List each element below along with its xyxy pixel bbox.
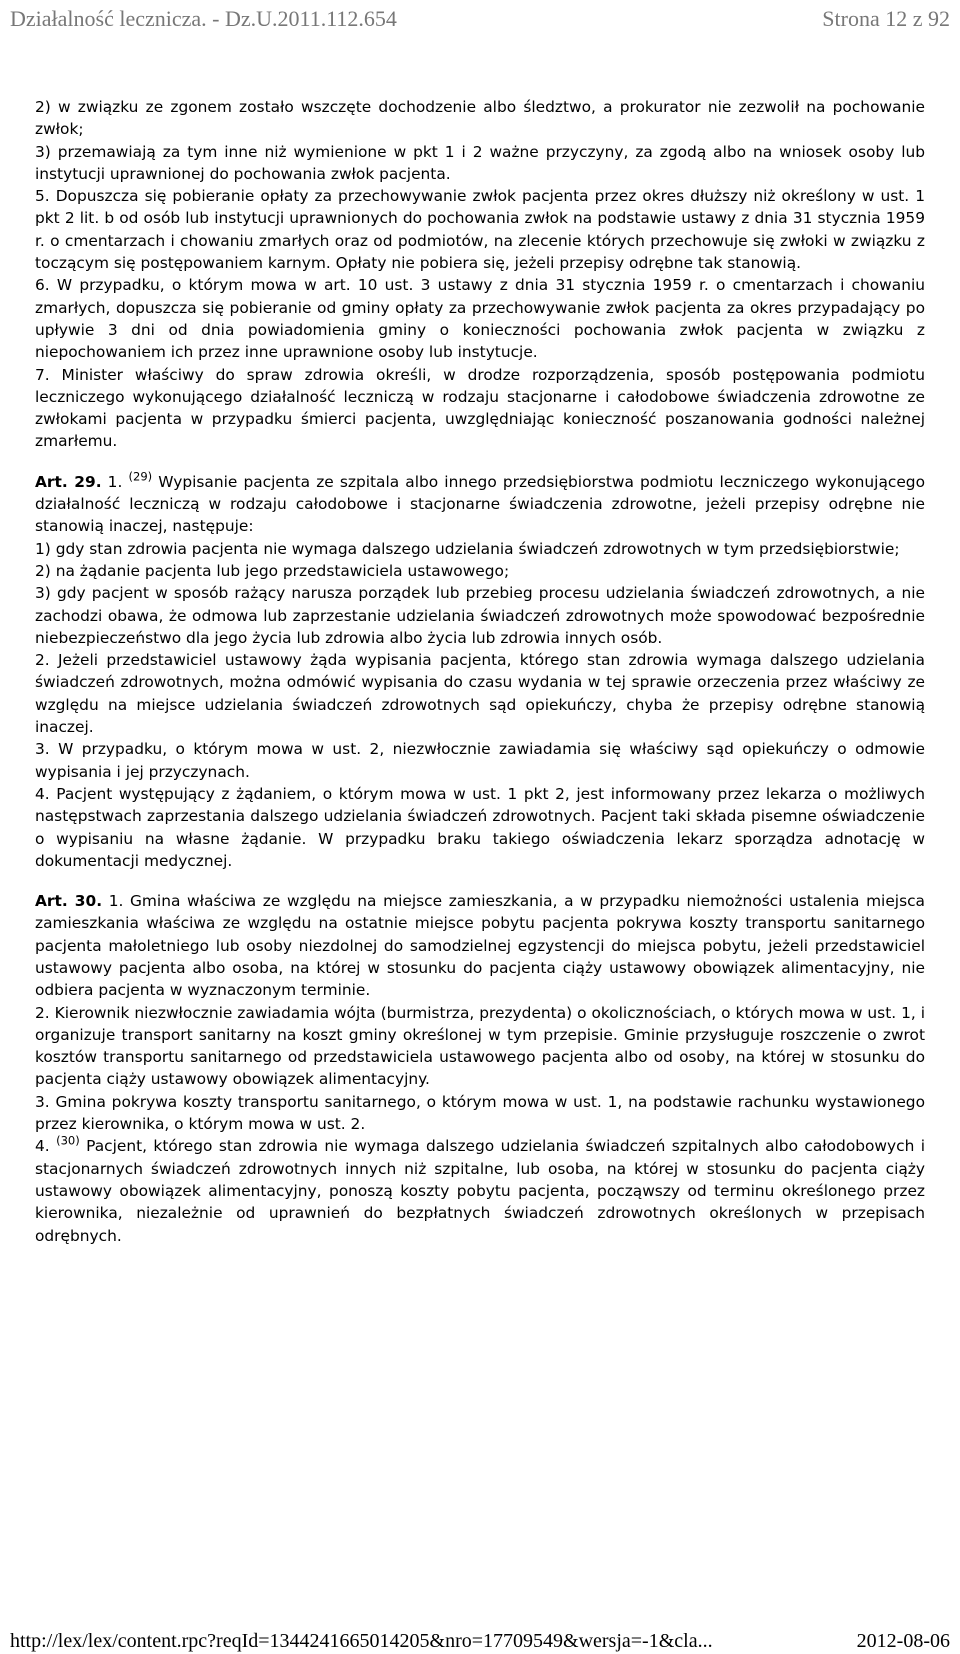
article-30-text: 1. Gmina właściwa ze względu na miejsce zamieszkania, a w przypadku niemożności ustalenia miejsca zamieszkania właściwa ze względu na ostatnie miejsce pobytu pacjenta pokrywa koszty transportu sanitarnego pacjenta małoletniego lub osoby niezdolnej do samodzielnej egzystencji do miejsca pobytu, jeżeli przedstawiciel ustawowy pacjenta albo osoba, na której w stosunku do pacjenta ciąży ustawowy obowiązek alimentacyjny, nie odbiera pacjenta w wyznaczonym terminie. [35, 892, 930, 1000]
article-29-number: 1. [101, 472, 129, 491]
article-29-ust-4: 4. Pacjent występujący z żądaniem, o którym mowa w ust. 1 pkt 2, jest informowany przez lekarza o możliwych następstwach zaprzestania dalszego udzielania świadczeń zdrowotnych. Pacjent taki składa pisemne oświadczenie o wypisaniu na własne żądanie. W przypadku braku takiego oświadczenia lekarz sporządza adnotację w dokumentacji medycznej. [35, 784, 930, 870]
spacer [35, 872, 925, 890]
article-29-ust-2: 2. Jeżeli przedstawiciel ustawowy żąda wypisania pacjenta, którego stan zdrowia wymaga dalszego udzielania świadczeń zdrowotnych, można odmówić wypisania do czasu wydania w tej sprawie orzeczenia przez właściwy ze względu na miejsce udzielania świadczeń zdrowotnych sąd opiekuńczy, chyba że przepisy odrębne stanowią inaczej. [35, 651, 930, 737]
article-30-intro [35, 890, 930, 1001]
document-title: Działalność lecznicza. - Dz.U.2011.112.654 [10, 6, 397, 31]
paragraph-ust-5: 5. Dopuszcza się pobieranie opłaty za przechowywanie zwłok pacjenta przez okres dłuższy niż określony w ust. 1 pkt 2 lit. b od osób lub instytucji uprawnionych do pochowania zwłok na podstawie ustawy z dnia 31 stycznia 1959 r. o cmentarzach i chowaniu zmarłych oraz od podmiotów, na zlecenie których przechowuje się zwłoki w związku z toczącym się postępowaniem karnym. Opłaty nie pobiera się, jeżeli przepisy odrębne tak stanowią. [35, 187, 930, 273]
article-29-intro [35, 469, 930, 538]
page-footer [10, 1630, 950, 1654]
footnote-ref-30: (30) [56, 1134, 80, 1149]
article-29-item-3: 3) gdy pacjent w sposób rażący narusza porządek lub przebieg procesu udzielania świadczeń zdrowotnych, a nie zachodzi obawa, że odmowa lub zaprzestanie udzielania świadczeń zdrowotnych może spowodować bezpośrednie niebezpieczeństwo dla jego życia lub zdrowia albo życia lub zdrowia innych osób. [35, 584, 930, 647]
article-29-label: Art. 29. [35, 472, 102, 491]
article-30-ust-3: 3. Gmina pokrywa koszty transportu sanitarnego, o którym mowa w ust. 1, na podstawie rachunku wystawionego przez kierownika, o którym mowa w ust. 2. [35, 1092, 930, 1134]
article-30-label: Art. 30. [35, 892, 103, 911]
article-30-ust-2: 2. Kierownik niezwłocznie zawiadamia wójta (burmistrza, prezydenta) o okolicznościach, o których mowa w ust. 1, i organizuje transport sanitarny na koszt gminy określonej w tym przepisie. Gminie przysługuje roszczenie o zwrot kosztów transportu sanitarnego od przedstawiciela ustawowego pacjenta albo od osoby, na której w stosunku do pacjenta ciąży ustawowy obowiązek alimentacyjny. [35, 1003, 930, 1089]
article-29-item-1: 1) gdy stan zdrowia pacjenta nie wymaga dalszego udzielania świadczeń zdrowotnych w tym przedsiębiorstwie; [35, 539, 900, 558]
paragraph-item-3: 3) przemawiają za tym inne niż wymienione w pkt 1 i 2 ważne przyczyny, za zgodą albo na wniosek osoby lub instytucji uprawnionej do pochowania zwłok pacjenta. [35, 142, 930, 183]
footnote-ref-29: (29) [128, 469, 153, 484]
footer-url: http://lex/lex/content.rpc?reqId=1344241665014205&nro=17709549&wersja=-1&cla... [10, 1630, 713, 1652]
paragraph-ust-6: 6. W przypadku, o którym mowa w art. 10 ust. 3 ustawy z dnia 31 stycznia 1959 r. o cmentarzach i chowaniu zmarłych, dopuszcza się pobieranie od gminy opłaty za przechowywanie zwłok pacjenta za okres przypadający po upływie 3 dni od dnia powiadomienia gminy o konieczności pochowania zwłok pacjenta w związku z niepochowaniem ich przez inne uprawnione osoby lub instytucje. [35, 276, 930, 362]
paragraph-item-2: 2) w związku ze zgonem zostało wszczęte dochodzenie albo śledztwo, a prokurator nie zezwolił na pochowanie zwłok; [35, 98, 930, 139]
article-29-item-2: 2) na żądanie pacjenta lub jego przedstawiciela ustawowego; [35, 561, 510, 580]
article-30-ust-4-text: Pacjent, którego stan zdrowia nie wymaga dalszego udzielania świadczeń szpitalnych albo całodobowych i stacjonarnych świadczeń zdrowotnych innych niż szpitalne, lub osoba, na której w stosunku do pacjenta ciąży ustawowy obowiązek alimentacyjny, ponoszą koszty pobytu pacjenta, począwszy od terminu określonego przez kierownika, niezależnie od uprawnień do bezpłatnych świadczeń zdrowotnych określonych w przepisach odrębnych. [35, 1137, 930, 1245]
page-number: Strona 12 z 92 [822, 6, 950, 31]
spacer [35, 453, 925, 471]
article-30-ust-4 [35, 1134, 930, 1246]
article-30-ust-4-number: 4. [35, 1137, 57, 1156]
document-body [35, 96, 930, 1247]
footer-date: 2012-08-06 [856, 1630, 950, 1652]
article-29-text: Wypisanie pacjenta ze szpitala albo innego przedsiębiorstwa podmiotu leczniczego wykonującego działalność leczniczą w rodzaju całodobowe i stacjonarne świadczenia zdrowotne, jeżeli przepisy odrębne nie stanowią inaczej, następuje: [35, 472, 930, 536]
page-header [10, 6, 950, 34]
article-29-ust-3: 3. W przypadku, o którym mowa w ust. 2, niezwłocznie zawiadamia się właściwy sąd opiekuńczy o odmowie wypisania i jej przyczynach. [35, 740, 930, 781]
paragraph-ust-7: 7. Minister właściwy do spraw zdrowia określi, w drodze rozporządzenia, sposób postępowania podmiotu leczniczego wykonującego działalność leczniczą w rodzaju stacjonarne i całodobowe świadczenia zdrowotne ze zwłokami pacjenta w przypadku śmierci pacjenta, uwzględniając konieczność poszanowania godności należnej zmarłemu. [35, 365, 930, 451]
